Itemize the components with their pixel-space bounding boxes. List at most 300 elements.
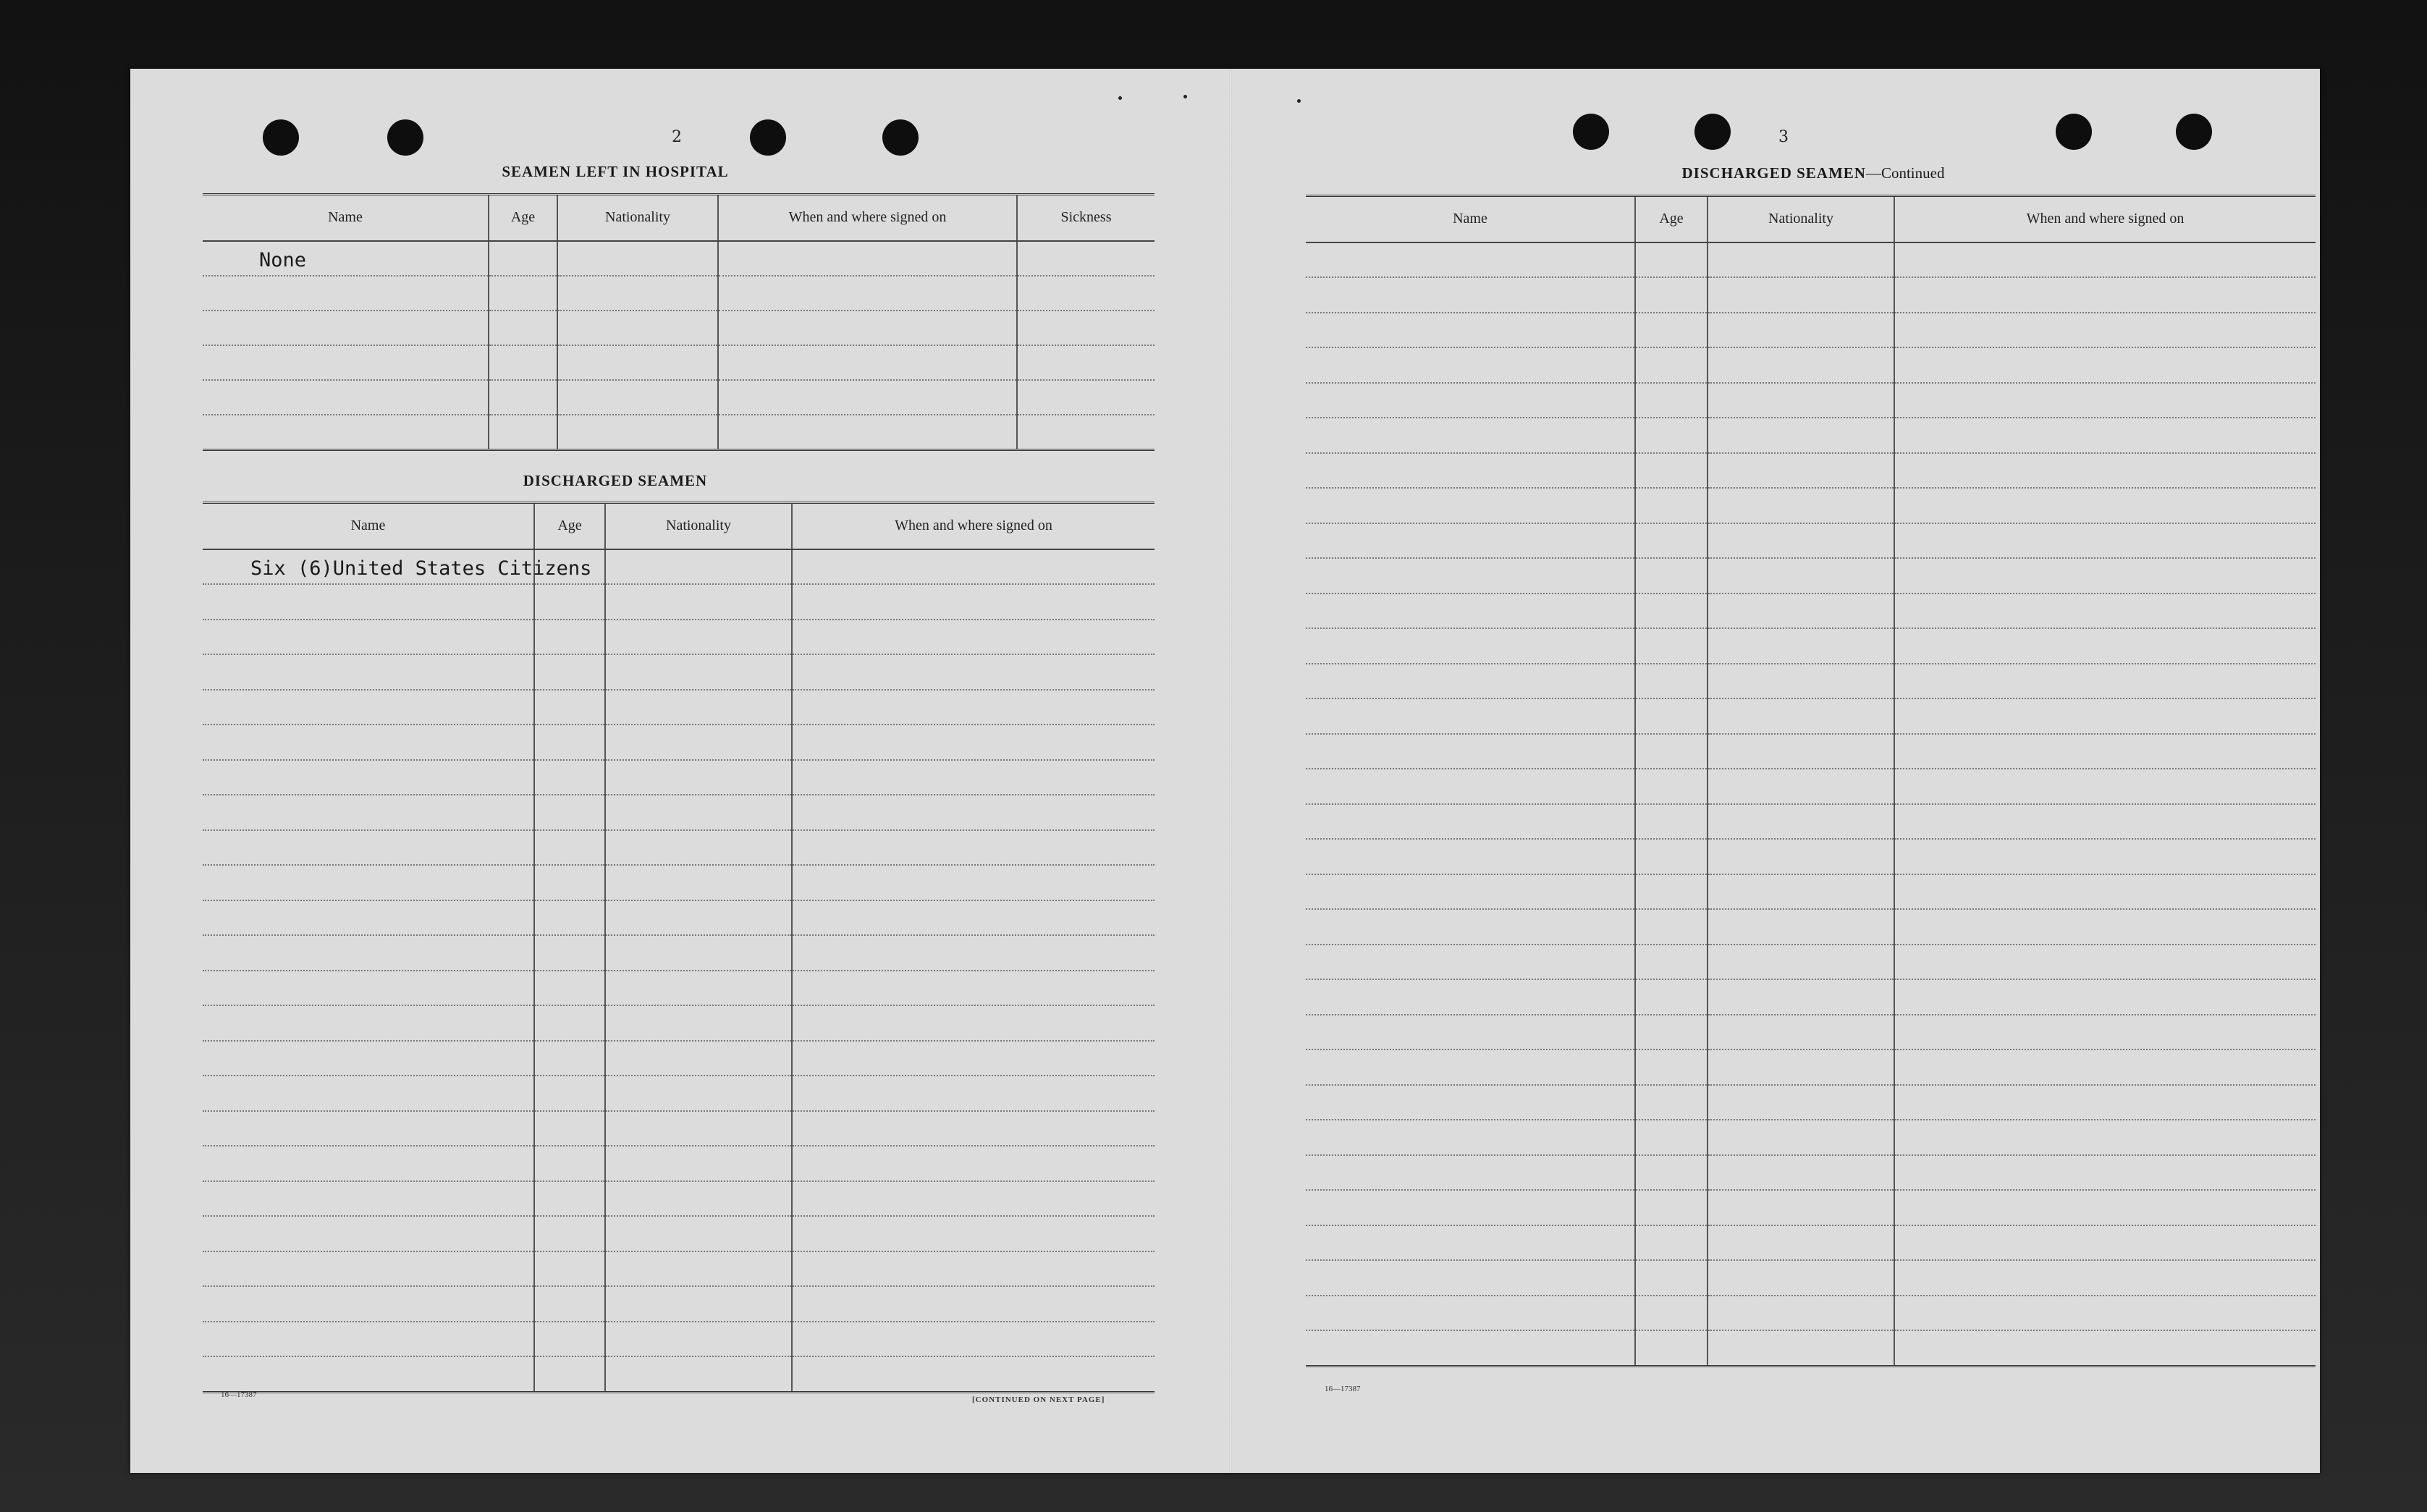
table-cell xyxy=(1635,523,1708,559)
punch-hole xyxy=(2056,114,2092,150)
table-cell xyxy=(792,1076,1155,1111)
table-row xyxy=(1306,1049,2316,1085)
table-cell xyxy=(605,549,792,585)
table-cell xyxy=(557,380,718,415)
table-cell xyxy=(534,900,605,936)
table-cell xyxy=(1708,804,1894,840)
table-cell xyxy=(1306,242,1635,278)
hospital-section-title: SEAMEN LEFT IN HOSPITAL xyxy=(502,163,729,180)
table-row xyxy=(203,725,1155,760)
table-cell xyxy=(792,690,1155,725)
form-number-left: 16—17387 xyxy=(221,1390,257,1399)
table-cell xyxy=(792,1111,1155,1146)
table-cell xyxy=(489,345,557,380)
table-cell xyxy=(1635,1330,1708,1366)
table-row xyxy=(1306,945,2316,980)
table-cell xyxy=(1306,839,1635,874)
table-row xyxy=(1306,313,2316,348)
column-header-name: Name xyxy=(1306,196,1635,242)
table-cell xyxy=(557,345,718,380)
table-cell xyxy=(1017,276,1155,311)
table-row xyxy=(203,1041,1155,1076)
table-cell xyxy=(1306,1015,1635,1050)
table-cell xyxy=(1635,1155,1708,1191)
table-cell xyxy=(1708,1085,1894,1120)
table-cell xyxy=(1894,277,2316,313)
table-cell xyxy=(1894,1085,2316,1120)
table-cell xyxy=(534,1216,605,1251)
table-cell xyxy=(1306,909,1635,945)
table-row xyxy=(1306,664,2316,699)
table-cell xyxy=(1017,345,1155,380)
table-cell xyxy=(792,865,1155,900)
table-row xyxy=(203,690,1155,725)
table-cell xyxy=(605,760,792,795)
table-row xyxy=(1306,594,2316,629)
table-cell xyxy=(203,1041,534,1076)
table-cell xyxy=(557,241,718,276)
table-cell xyxy=(489,276,557,311)
table-cell xyxy=(1306,1330,1635,1366)
table-cell xyxy=(1894,558,2316,594)
table-cell xyxy=(203,1286,534,1322)
punch-hole xyxy=(387,119,423,156)
table-cell xyxy=(489,415,557,450)
table-cell xyxy=(534,654,605,690)
table-cell xyxy=(534,760,605,795)
table-cell xyxy=(557,311,718,345)
table-cell xyxy=(1708,558,1894,594)
table-cell xyxy=(1306,1296,1635,1331)
table-cell xyxy=(605,830,792,866)
typed-entry: Six (6)United States Citizens xyxy=(250,557,592,580)
table-cell xyxy=(1894,418,2316,453)
table-row xyxy=(203,795,1155,830)
table-cell xyxy=(1894,1155,2316,1191)
column-header-when-where-signed-on: When and where signed on xyxy=(792,503,1155,549)
table-cell xyxy=(1894,488,2316,523)
table-row xyxy=(1306,242,2316,278)
table-cell xyxy=(203,311,489,345)
table-cell xyxy=(1635,909,1708,945)
table-cell xyxy=(557,276,718,311)
table-cell xyxy=(1635,945,1708,980)
table-cell xyxy=(1306,418,1635,453)
table-cell xyxy=(1708,277,1894,313)
table-cell xyxy=(1306,594,1635,629)
table-cell xyxy=(1635,1190,1708,1225)
table-cell xyxy=(203,1251,534,1287)
column-header-nationality: Nationality xyxy=(605,503,792,549)
table-cell xyxy=(792,1322,1155,1357)
table-cell xyxy=(1017,311,1155,345)
table-cell xyxy=(1017,241,1155,276)
table-cell xyxy=(605,1111,792,1146)
table-cell xyxy=(203,1111,534,1146)
punch-hole xyxy=(750,119,786,156)
table-cell xyxy=(1894,242,2316,278)
table-cell xyxy=(1708,839,1894,874)
table-cell xyxy=(1635,1049,1708,1085)
table-cell xyxy=(792,971,1155,1006)
table-row xyxy=(1306,1120,2316,1155)
table-cell xyxy=(534,690,605,725)
table-cell xyxy=(1306,347,1635,383)
punch-hole xyxy=(263,119,299,156)
table-cell xyxy=(1894,1015,2316,1050)
table-cell xyxy=(203,1005,534,1041)
seamen-left-in-hospital-table xyxy=(203,193,1155,451)
table-cell xyxy=(203,584,534,620)
punch-hole xyxy=(882,119,919,156)
table-row xyxy=(203,1111,1155,1146)
table-cell xyxy=(1708,523,1894,559)
table-cell xyxy=(792,935,1155,971)
table-cell xyxy=(605,1322,792,1357)
table-cell xyxy=(1708,945,1894,980)
table-cell xyxy=(605,725,792,760)
table-cell xyxy=(605,900,792,936)
table-cell xyxy=(792,584,1155,620)
page-number-right: 3 xyxy=(1778,128,1789,146)
table-cell xyxy=(1708,979,1894,1015)
table-cell xyxy=(1708,1120,1894,1155)
table-cell xyxy=(1635,594,1708,629)
table-row xyxy=(203,1181,1155,1217)
table-cell xyxy=(203,549,592,585)
table-cell xyxy=(203,795,534,830)
table-cell xyxy=(1708,909,1894,945)
table-cell xyxy=(1635,734,1708,769)
ink-speck xyxy=(1183,95,1187,98)
table-row xyxy=(1306,1225,2316,1261)
table-cell xyxy=(1708,1330,1894,1366)
table-cell xyxy=(534,830,605,866)
table-row xyxy=(1306,523,2316,559)
table-cell xyxy=(534,1356,605,1392)
table-cell xyxy=(534,1251,605,1287)
table-cell xyxy=(534,935,605,971)
table-cell xyxy=(203,1322,534,1357)
table-cell xyxy=(1708,1015,1894,1050)
discharged-seamen-table xyxy=(203,502,1155,1393)
table-row xyxy=(1306,874,2316,910)
table-cell xyxy=(605,620,792,655)
table-row xyxy=(203,1356,1155,1392)
table-cell xyxy=(1708,874,1894,910)
table-cell xyxy=(1894,1296,2316,1331)
table-cell xyxy=(534,1322,605,1357)
table-cell xyxy=(534,620,605,655)
table-cell xyxy=(1708,242,1894,278)
table-cell xyxy=(792,1286,1155,1322)
table-cell xyxy=(1894,594,2316,629)
table-cell xyxy=(1306,1155,1635,1191)
table-row xyxy=(203,1076,1155,1111)
table-cell xyxy=(1635,769,1708,804)
table-cell xyxy=(1306,453,1635,489)
table-cell xyxy=(605,654,792,690)
table-cell xyxy=(203,971,534,1006)
table-row xyxy=(1306,383,2316,418)
table-cell xyxy=(1708,1225,1894,1261)
table-cell xyxy=(1306,488,1635,523)
table-row xyxy=(1306,1085,2316,1120)
table-cell xyxy=(1635,277,1708,313)
table-cell xyxy=(718,276,1017,311)
page-number-left: 2 xyxy=(672,128,683,146)
table-cell xyxy=(1894,839,2316,874)
table-row xyxy=(1306,277,2316,313)
table-cell xyxy=(1306,628,1635,664)
table-row xyxy=(1306,628,2316,664)
table-cell xyxy=(1306,1049,1635,1085)
table-cell xyxy=(534,1146,605,1181)
table-row xyxy=(203,380,1155,415)
table-cell xyxy=(534,1111,605,1146)
table-cell xyxy=(1894,769,2316,804)
table-row xyxy=(203,311,1155,345)
column-header-age: Age xyxy=(1635,196,1708,242)
table-cell xyxy=(1635,242,1708,278)
table-cell xyxy=(792,549,1155,585)
table-cell xyxy=(1635,347,1708,383)
table-cell xyxy=(1635,558,1708,594)
table-cell xyxy=(1894,909,2316,945)
table-cell xyxy=(1306,1225,1635,1261)
table-row xyxy=(1306,734,2316,769)
table-cell xyxy=(1635,664,1708,699)
table-cell xyxy=(1894,1190,2316,1225)
table-cell xyxy=(203,345,489,380)
table-row xyxy=(1306,453,2316,489)
column-header-sickness: Sickness xyxy=(1017,195,1155,241)
table-cell xyxy=(1708,664,1894,699)
table-cell xyxy=(203,276,489,311)
table-cell xyxy=(1635,1296,1708,1331)
table-cell xyxy=(605,1286,792,1322)
table-cell xyxy=(1708,347,1894,383)
table-cell xyxy=(203,620,534,655)
table-cell xyxy=(1708,383,1894,418)
table-cell xyxy=(792,1251,1155,1287)
table-row xyxy=(203,549,1155,585)
table-cell xyxy=(792,760,1155,795)
table-cell xyxy=(203,654,534,690)
table-row xyxy=(1306,418,2316,453)
table-row xyxy=(203,760,1155,795)
table-cell xyxy=(1894,664,2316,699)
column-header-name: Name xyxy=(203,503,534,549)
column-header-nationality: Nationality xyxy=(1708,196,1894,242)
table-row xyxy=(203,971,1155,1006)
table-cell xyxy=(534,1286,605,1322)
form-number-right: 16—17387 xyxy=(1325,1385,1361,1393)
table-cell xyxy=(1635,628,1708,664)
table-cell xyxy=(1017,380,1155,415)
table-row xyxy=(203,935,1155,971)
ink-speck xyxy=(1118,96,1122,100)
table-cell xyxy=(203,1146,534,1181)
table-cell xyxy=(1894,698,2316,734)
table-cell xyxy=(792,725,1155,760)
table-cell xyxy=(792,900,1155,936)
table-cell xyxy=(605,935,792,971)
table-cell xyxy=(1635,1120,1708,1155)
table-cell xyxy=(203,900,534,936)
table-cell xyxy=(1017,415,1155,450)
table-cell xyxy=(1894,874,2316,910)
punch-hole xyxy=(2176,114,2212,150)
table-cell xyxy=(489,311,557,345)
table-cell xyxy=(1635,698,1708,734)
table-cell xyxy=(605,795,792,830)
table-cell xyxy=(203,760,534,795)
punch-hole xyxy=(1573,114,1609,150)
table-cell xyxy=(1306,277,1635,313)
table-cell xyxy=(203,725,534,760)
table-cell xyxy=(1306,804,1635,840)
table-cell xyxy=(1306,945,1635,980)
table-cell xyxy=(203,1181,534,1217)
table-cell xyxy=(203,1076,534,1111)
table-row xyxy=(203,584,1155,620)
table-cell xyxy=(203,1216,534,1251)
table-cell xyxy=(1894,628,2316,664)
table-cell xyxy=(605,1041,792,1076)
punch-hole xyxy=(1694,114,1731,150)
table-row xyxy=(203,830,1155,866)
table-row xyxy=(1306,488,2316,523)
table-cell xyxy=(1708,698,1894,734)
table-cell xyxy=(792,1181,1155,1217)
discharged-continued-section-title xyxy=(1307,164,2320,182)
discharged-section-title: DISCHARGED SEAMEN xyxy=(523,472,708,489)
table-row xyxy=(203,1005,1155,1041)
table-cell xyxy=(1635,1015,1708,1050)
table-cell xyxy=(1306,1260,1635,1296)
table-cell xyxy=(534,1041,605,1076)
table-cell xyxy=(718,380,1017,415)
table-cell xyxy=(1708,418,1894,453)
table-cell xyxy=(1708,734,1894,769)
table-cell xyxy=(534,795,605,830)
table-row xyxy=(203,1216,1155,1251)
table-cell xyxy=(718,415,1017,450)
table-cell xyxy=(1894,347,2316,383)
table-cell xyxy=(605,971,792,1006)
section-title-text: DISCHARGED SEAMEN xyxy=(1681,164,1866,182)
table-cell xyxy=(1306,1085,1635,1120)
table-row xyxy=(1306,979,2316,1015)
table-row xyxy=(203,1146,1155,1181)
table-cell xyxy=(1894,383,2316,418)
table-row xyxy=(1306,1296,2316,1331)
column-header-age: Age xyxy=(489,195,557,241)
table-cell xyxy=(203,935,534,971)
table-cell xyxy=(792,1041,1155,1076)
table-cell xyxy=(1894,1049,2316,1085)
table-cell xyxy=(718,345,1017,380)
table-cell xyxy=(792,830,1155,866)
table-row xyxy=(1306,839,2316,874)
table-cell xyxy=(1306,769,1635,804)
table-cell xyxy=(1306,313,1635,348)
table-cell xyxy=(792,1216,1155,1251)
table-row xyxy=(203,276,1155,311)
section-title-suffix: —Continued xyxy=(1865,164,1945,182)
typed-entry: None xyxy=(259,249,307,271)
table-row xyxy=(1306,909,2316,945)
table-cell xyxy=(489,380,557,415)
table-cell xyxy=(1894,313,2316,348)
table-row xyxy=(203,900,1155,936)
table-cell xyxy=(1894,1260,2316,1296)
table-cell xyxy=(1635,453,1708,489)
table-cell xyxy=(1306,383,1635,418)
table-cell xyxy=(1306,698,1635,734)
table-cell xyxy=(792,795,1155,830)
ink-speck xyxy=(1297,99,1301,103)
table-cell xyxy=(605,1005,792,1041)
table-cell xyxy=(1306,1120,1635,1155)
table-cell xyxy=(1708,769,1894,804)
table-cell xyxy=(1894,453,2316,489)
table-row xyxy=(1306,1190,2316,1225)
table-cell xyxy=(1708,594,1894,629)
table-cell xyxy=(1894,1330,2316,1366)
table-row xyxy=(203,1286,1155,1322)
table-cell xyxy=(1635,418,1708,453)
table-cell xyxy=(1306,1190,1635,1225)
table-cell xyxy=(1708,453,1894,489)
table-cell xyxy=(1635,1260,1708,1296)
column-header-when-where-signed-on: When and where signed on xyxy=(1894,196,2316,242)
column-header-when-where-signed-on: When and where signed on xyxy=(718,195,1017,241)
table-cell xyxy=(718,311,1017,345)
table-cell xyxy=(605,865,792,900)
table-row xyxy=(1306,1330,2316,1366)
table-row xyxy=(203,241,1155,276)
table-cell xyxy=(534,865,605,900)
discharged-seamen-continued-table xyxy=(1306,195,2316,1367)
table-row xyxy=(1306,698,2316,734)
table-cell xyxy=(534,1076,605,1111)
table-cell xyxy=(534,584,605,620)
table-cell xyxy=(1708,1155,1894,1191)
table-row xyxy=(203,1251,1155,1287)
table-cell xyxy=(1894,804,2316,840)
table-row xyxy=(1306,769,2316,804)
table-cell xyxy=(605,1076,792,1111)
table-cell xyxy=(203,1356,534,1392)
table-cell xyxy=(1894,979,2316,1015)
table-cell xyxy=(792,654,1155,690)
table-cell xyxy=(605,1146,792,1181)
table-cell xyxy=(489,241,557,276)
table-row xyxy=(203,1322,1155,1357)
table-row xyxy=(1306,1015,2316,1050)
table-cell xyxy=(1635,1085,1708,1120)
table-row xyxy=(1306,804,2316,840)
table-cell xyxy=(1306,874,1635,910)
table-cell xyxy=(1635,874,1708,910)
table-cell xyxy=(792,1356,1155,1392)
table-cell xyxy=(203,380,489,415)
table-row xyxy=(203,620,1155,655)
table-row xyxy=(203,865,1155,900)
table-row xyxy=(1306,1155,2316,1191)
